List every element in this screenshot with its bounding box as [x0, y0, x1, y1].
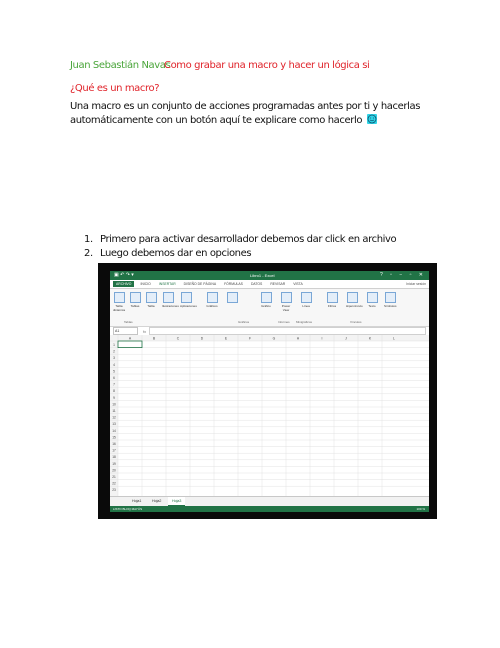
step-text: Primero para activar desarrollador debemos dar click en archivo — [100, 234, 397, 245]
list-item — [84, 233, 396, 247]
row-header: 12 — [112, 415, 116, 420]
tab-revisar: REVISAR — [270, 282, 286, 286]
sheet-tabs — [110, 496, 429, 506]
apps-button: Aplicaciones — [180, 292, 192, 308]
zoom-level: 100 % — [416, 507, 425, 511]
tab-inicio: INICIO — [140, 282, 151, 286]
symbols-button: Símbolos — [384, 292, 396, 308]
column-header: H — [296, 336, 300, 341]
status-bar — [110, 506, 429, 512]
row-header: 5 — [113, 369, 115, 374]
row-header: 17 — [112, 448, 116, 453]
step-number: 2. — [84, 248, 93, 259]
text-button: Texto — [366, 292, 378, 308]
sheet-tab: Hoja1 — [132, 499, 142, 503]
step-text: Luego debemos dar en opciones — [100, 248, 252, 259]
column-header: G — [272, 336, 276, 341]
row-header: 1 — [113, 343, 115, 347]
sheet-tab: Hoja2 — [152, 499, 162, 503]
intro-text: Una macro es un conjunto de acciones programadas antes por ti y hacerlas automáticamente con un botón aquí te explicare como hacerlo — [70, 101, 420, 126]
excel-window — [110, 271, 429, 512]
illustrations-button: Ilustraciones — [162, 292, 174, 308]
table-button: Tabla — [145, 292, 157, 308]
excel-screenshot — [98, 263, 437, 519]
row-header: 7 — [113, 382, 115, 387]
active-cell — [118, 341, 142, 348]
ribbon-tabs — [110, 280, 429, 289]
column-header: B — [152, 336, 156, 341]
tab-insertar: INSERTAR — [158, 282, 176, 286]
row-header: 9 — [113, 395, 115, 400]
ribbon-group-label: Tablas — [124, 320, 133, 324]
tab-diseno: DISEÑO DE PÁGINA — [183, 282, 217, 286]
row-header: 3 — [113, 356, 115, 361]
chart-types-button — [226, 292, 238, 304]
spreadsheet-grid — [110, 335, 429, 497]
excel-app-icon: ▣ ↶ ↷ ▾ — [114, 272, 134, 278]
intro-paragraph — [70, 100, 436, 128]
row-header: 21 — [112, 475, 116, 479]
hyperlink-button: Hipervínculo — [346, 292, 358, 308]
document-title: Como grabar una macro y hacer un lógica si — [164, 60, 370, 71]
row-header: 23 — [112, 488, 116, 493]
row-header: 14 — [112, 428, 116, 433]
list-item — [84, 247, 396, 261]
section-question: ¿Qué es un macro? — [70, 83, 160, 94]
tab-archivo: ARCHIVO — [113, 281, 134, 287]
column-header: I — [321, 336, 323, 341]
author-name: Juan Sebastián Navas — [70, 60, 171, 71]
row-header: 22 — [112, 481, 116, 486]
row-header: 6 — [113, 376, 115, 380]
row-header: 2 — [113, 349, 115, 354]
recommended-charts-button: Gráficos — [206, 292, 218, 308]
tab-formulas: FÓRMULAS — [224, 282, 243, 286]
ribbon — [110, 289, 429, 327]
pivot-chart-button: Gráfico — [260, 292, 272, 308]
row-header: 13 — [112, 422, 116, 427]
row-header: 4 — [113, 362, 115, 367]
sheet-tab-active: Hoja3 — [168, 497, 185, 506]
status-text: LISTO BLOQ MAYÚS — [113, 507, 143, 511]
filters-button: Filtros — [326, 292, 338, 308]
sign-in-link: Iniciar sesión — [406, 282, 426, 286]
step-number: 1. — [84, 234, 93, 245]
column-header: E — [224, 336, 228, 341]
row-header: 20 — [112, 468, 116, 473]
pivot-table-button: Tabla dinámica — [113, 292, 125, 312]
tab-vista: VISTA — [293, 282, 303, 286]
ribbon-group-label: Minigráficos — [296, 320, 313, 324]
excel-window-title: Libro1 - Excel — [250, 273, 275, 278]
row-header: 8 — [113, 389, 115, 394]
column-header: A — [128, 336, 132, 341]
window-controls-icon: ? ▫ − ▫ ✕ — [380, 272, 426, 278]
column-header: C — [176, 336, 180, 341]
row-header: 16 — [112, 442, 116, 446]
row-header: 11 — [112, 409, 116, 413]
fx-icon: fx — [143, 328, 147, 334]
ribbon-group-label: Informes — [278, 320, 290, 324]
row-header: 19 — [112, 461, 116, 466]
column-header: L — [393, 336, 395, 341]
column-header: F — [248, 336, 252, 341]
recommended-pivot-button: Tablas — [129, 292, 141, 308]
ribbon-group-label: Vínculos — [350, 320, 362, 324]
excel-title-bar — [110, 271, 429, 280]
power-view-button: Power View — [280, 292, 292, 312]
column-header: K — [368, 336, 372, 341]
sparklines-button: Línea — [300, 292, 312, 308]
column-header: D — [200, 336, 204, 341]
row-header: 18 — [112, 455, 116, 460]
ribbon-group-label: Gráficos — [238, 320, 250, 324]
name-box: A1 — [113, 327, 138, 335]
row-header: 10 — [112, 402, 116, 407]
row-header: 15 — [112, 435, 116, 440]
tab-datos: DATOS — [250, 282, 263, 286]
smiley-icon — [367, 114, 377, 124]
column-header: J — [345, 336, 347, 341]
formula-input — [149, 327, 426, 335]
column-header-bar — [110, 335, 429, 341]
steps-list — [84, 233, 396, 261]
